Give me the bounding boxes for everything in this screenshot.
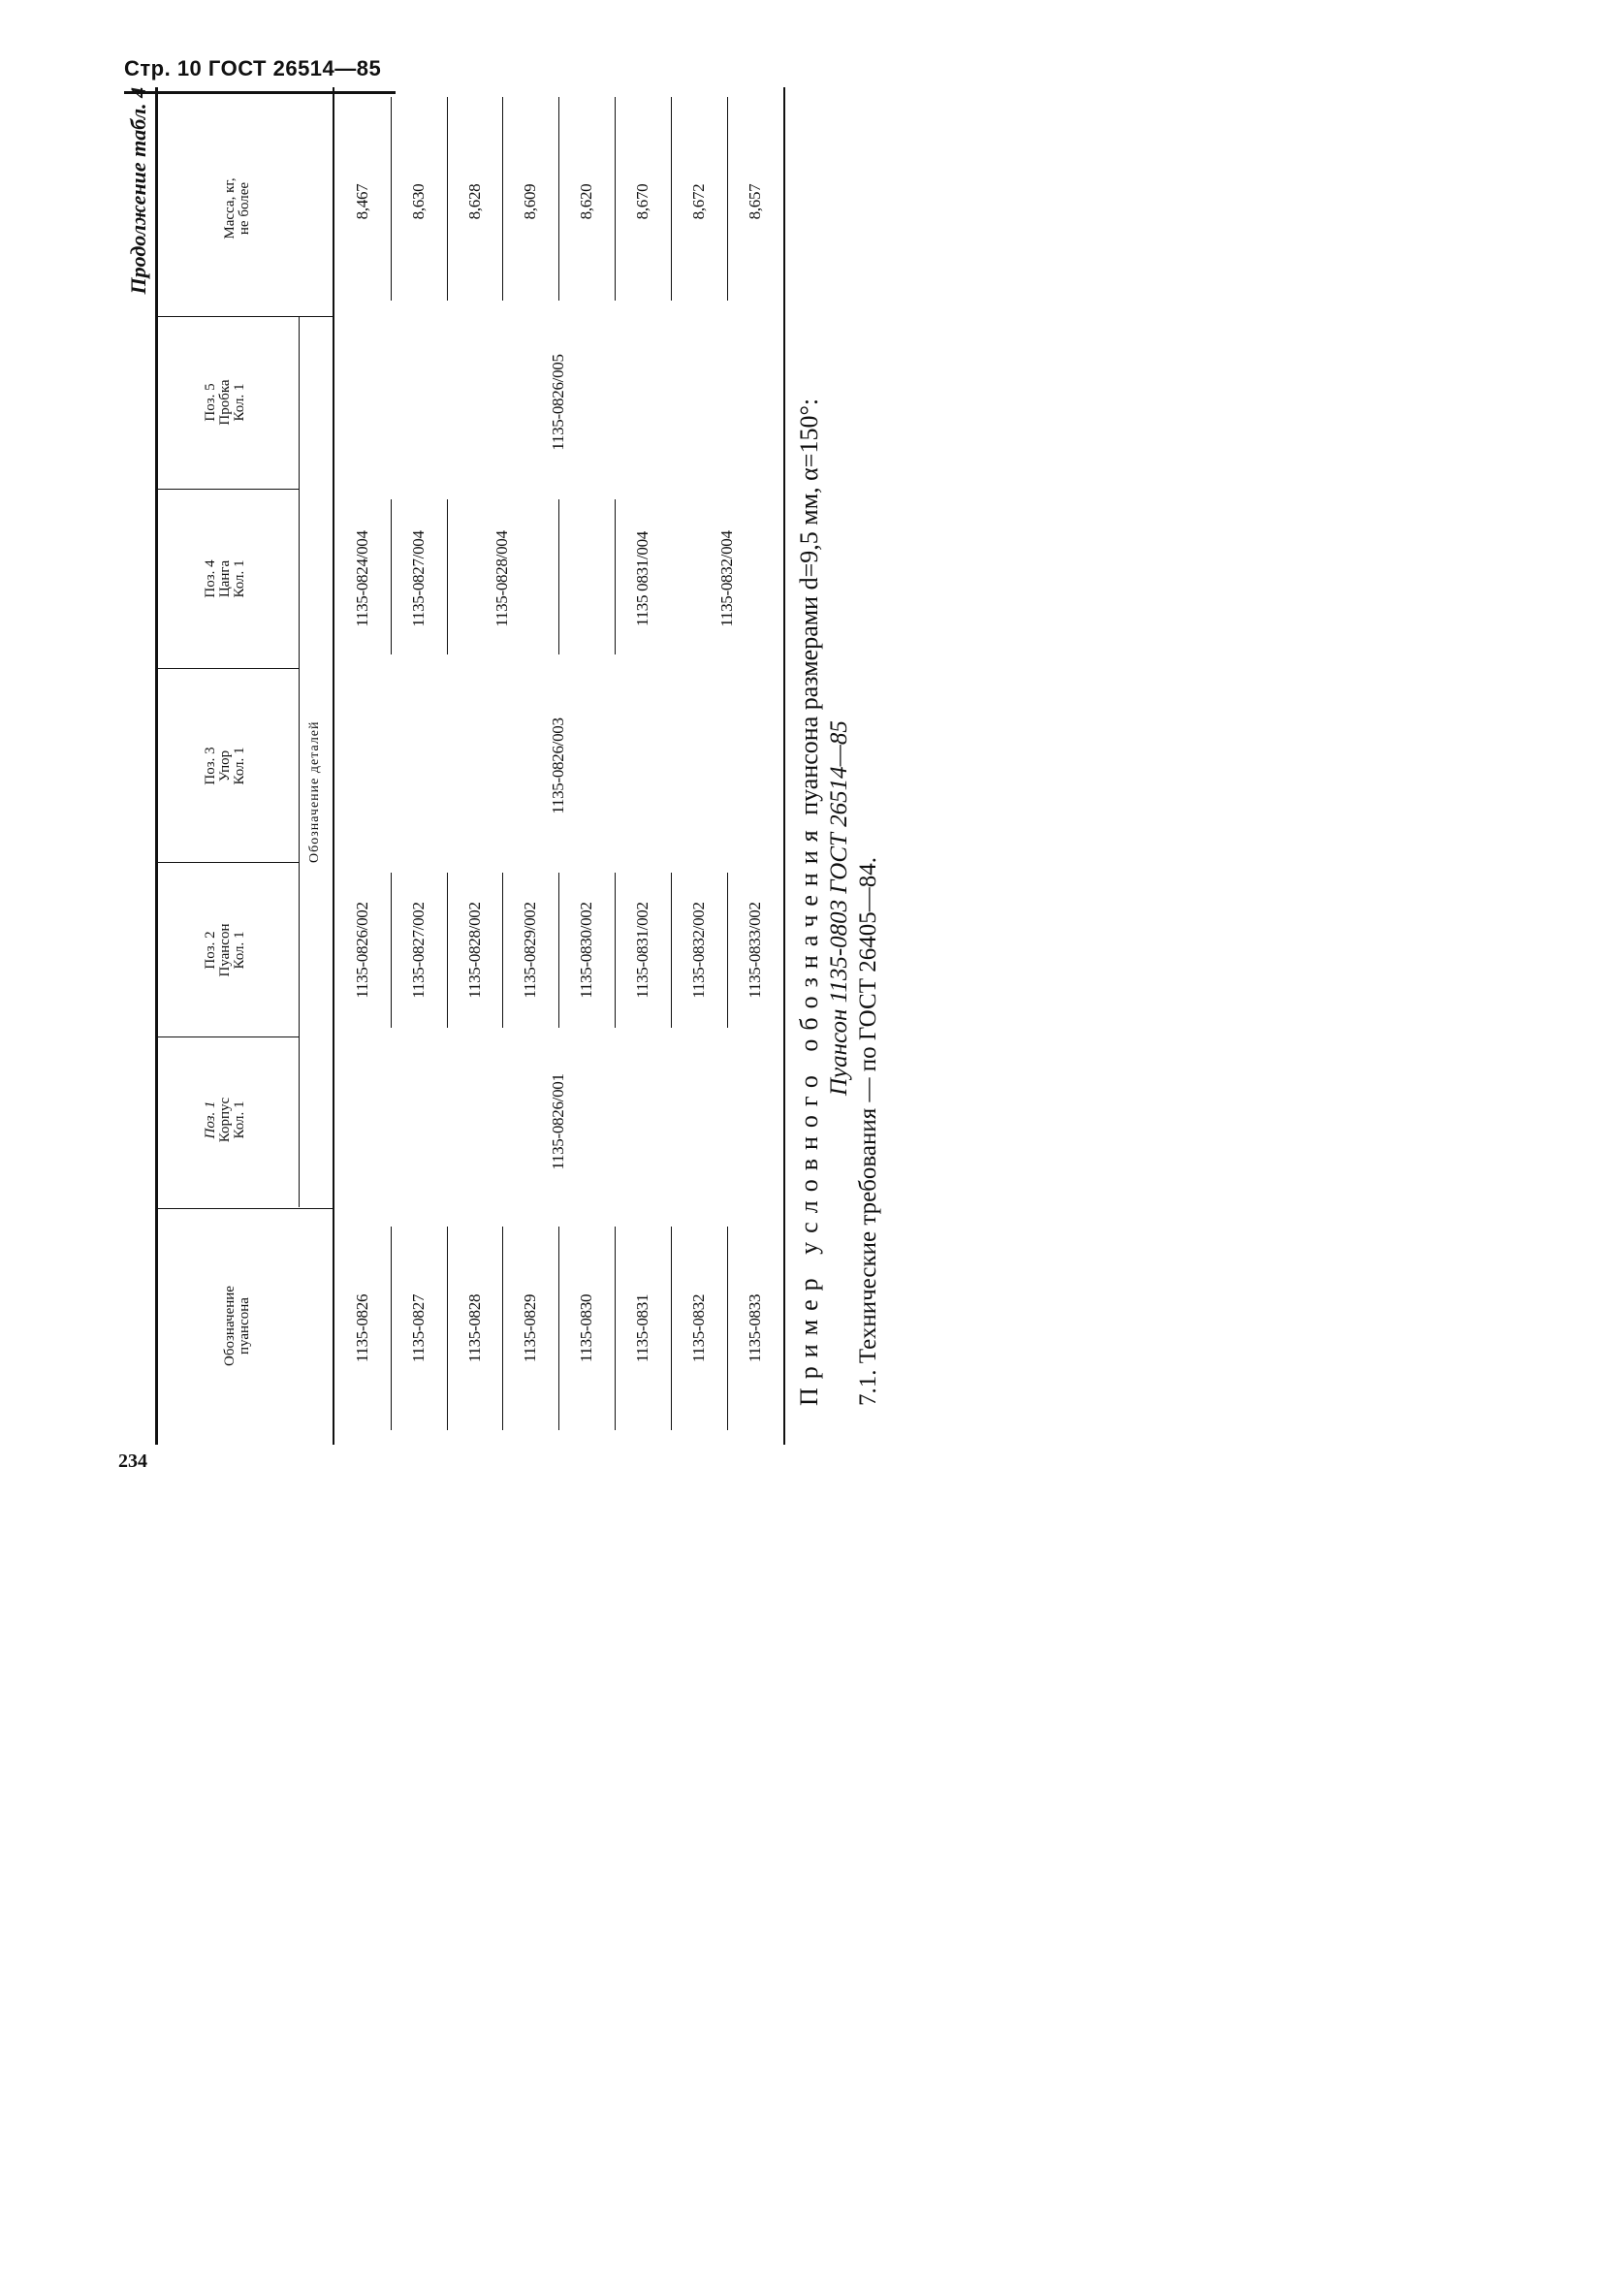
row-separator bbox=[558, 97, 559, 301]
row-separator bbox=[615, 97, 616, 301]
header-pos3 bbox=[204, 713, 247, 819]
cell-pos2: 1135-0832/002 bbox=[688, 902, 708, 999]
header-col-sep bbox=[155, 1208, 333, 1209]
row-separator bbox=[671, 873, 672, 1028]
header-pos4 bbox=[204, 526, 247, 632]
header-line: Пробка bbox=[217, 379, 233, 426]
header-line: Обозначение bbox=[222, 1286, 238, 1366]
cell-pos4: 1135-0827/004 bbox=[408, 530, 428, 627]
technical-requirements: 7.1. Технические требования — по ГОСТ 26405—84. bbox=[855, 857, 881, 1406]
header-line: Поз. 4 bbox=[203, 559, 218, 598]
row-separator bbox=[502, 873, 503, 1028]
table-top-rule bbox=[155, 87, 158, 1445]
cell-pos2: 1135-0826/002 bbox=[352, 902, 371, 999]
header-col-sep bbox=[155, 668, 299, 669]
header-line: Поз. 3 bbox=[203, 747, 218, 785]
header-bottom-rule bbox=[333, 87, 334, 1445]
cell-punch: 1135-0828 bbox=[464, 1293, 484, 1363]
header-line: Цанга bbox=[217, 559, 233, 598]
cell-mass: 8,670 bbox=[632, 183, 651, 220]
row-separator bbox=[727, 1227, 728, 1430]
cell-pos2: 1135-0829/002 bbox=[521, 902, 540, 999]
cell-mass: 8,620 bbox=[577, 183, 596, 220]
cell-punch: 1135-0833 bbox=[745, 1293, 764, 1363]
cell-pos3-merged: 1135-0826/003 bbox=[549, 718, 568, 814]
row-separator bbox=[447, 499, 448, 654]
cell-pos2: 1135-0833/002 bbox=[745, 902, 764, 999]
row-separator bbox=[391, 97, 392, 301]
cell-mass: 8,630 bbox=[408, 183, 428, 220]
cell-pos2: 1135-0827/002 bbox=[408, 902, 428, 999]
header-line: Поз. 2 bbox=[203, 931, 218, 970]
row-separator bbox=[391, 873, 392, 1028]
cell-pos1-merged: 1135-0826/001 bbox=[549, 1073, 568, 1170]
row-separator bbox=[558, 499, 559, 654]
row-separator bbox=[671, 1227, 672, 1430]
cell-mass: 8,609 bbox=[521, 183, 540, 220]
row-separator bbox=[727, 873, 728, 1028]
cell-mass: 8,628 bbox=[464, 183, 484, 220]
continuation-label: Продолжение табл. 4 bbox=[126, 87, 150, 295]
cell-punch: 1135-0831 bbox=[632, 1293, 651, 1363]
cell-mass: 8,657 bbox=[745, 183, 764, 220]
cell-mass: 8,467 bbox=[352, 183, 371, 220]
row-separator bbox=[615, 873, 616, 1028]
cell-pos4: 1135-0832/004 bbox=[716, 530, 736, 627]
header-pos2 bbox=[204, 897, 247, 1004]
row-separator bbox=[447, 873, 448, 1028]
designation-example bbox=[795, 399, 824, 1406]
header-col-sep bbox=[155, 489, 299, 490]
example-prefix: Пример условного обозначения bbox=[795, 821, 823, 1406]
row-separator bbox=[502, 1227, 503, 1430]
cell-punch: 1135-0827 bbox=[408, 1293, 428, 1363]
cell-pos4: 1135-0824/004 bbox=[352, 530, 371, 627]
example-rest: пуансона размерами d=9,5 мм, α=150°: bbox=[795, 398, 823, 822]
rotated-content bbox=[126, 58, 881, 1445]
header-line: Кол. 1 bbox=[232, 1100, 247, 1139]
row-separator bbox=[671, 97, 672, 301]
header-line: не более bbox=[237, 181, 252, 236]
header-line: Упор bbox=[217, 749, 233, 782]
row-separator bbox=[391, 1227, 392, 1430]
cell-pos2: 1135-0828/002 bbox=[464, 902, 484, 999]
cell-punch: 1135-0832 bbox=[688, 1293, 708, 1363]
header-col-sep bbox=[155, 316, 333, 317]
header-col-sep bbox=[155, 1036, 299, 1037]
header-mass bbox=[223, 131, 252, 286]
header-punch bbox=[223, 1265, 252, 1387]
row-separator bbox=[727, 97, 728, 301]
row-separator bbox=[447, 1227, 448, 1430]
header-line: Масса, кг, bbox=[222, 177, 238, 239]
header-line: Пуансон bbox=[217, 923, 233, 977]
parts-table bbox=[155, 87, 783, 1445]
span-header-label: Обозначение деталей bbox=[307, 720, 322, 863]
header-line: Поз. 5 bbox=[203, 383, 218, 422]
row-separator bbox=[615, 499, 616, 654]
table-bottom-rule bbox=[783, 87, 785, 1445]
header-line: пуансона bbox=[237, 1297, 252, 1355]
row-separator bbox=[558, 873, 559, 1028]
header-line: Корпус bbox=[217, 1097, 233, 1143]
cell-pos4: 1135-0828/004 bbox=[492, 530, 512, 627]
row-separator bbox=[391, 499, 392, 654]
cell-pos2: 1135-0831/002 bbox=[632, 902, 651, 999]
header-pos5 bbox=[204, 349, 247, 456]
header-line: Кол. 1 bbox=[232, 559, 247, 598]
header-line: Кол. 1 bbox=[232, 931, 247, 970]
page-header: Стр. 10 ГОСТ 26514—85 bbox=[124, 56, 382, 80]
cell-punch: 1135-0826 bbox=[352, 1293, 371, 1363]
row-separator bbox=[615, 1227, 616, 1430]
header-col-sep bbox=[155, 862, 299, 863]
cell-pos5-merged: 1135-0826/005 bbox=[549, 354, 568, 451]
cell-pos2: 1135-0830/002 bbox=[577, 902, 596, 999]
row-separator bbox=[502, 97, 503, 301]
header-line: Кол. 1 bbox=[232, 383, 247, 422]
header-line: Кол. 1 bbox=[232, 747, 247, 785]
page-number: 234 bbox=[118, 1451, 147, 1472]
cell-punch: 1135-0829 bbox=[521, 1293, 540, 1363]
header-pos1 bbox=[204, 1067, 247, 1173]
row-separator bbox=[447, 97, 448, 301]
row-separator bbox=[558, 1227, 559, 1430]
header-line: Поз. 1 bbox=[203, 1100, 218, 1139]
cell-pos4: 1135 0831/004 bbox=[632, 531, 651, 626]
cell-punch: 1135-0830 bbox=[577, 1293, 596, 1363]
cell-mass: 8,672 bbox=[688, 183, 708, 220]
span-header-rule bbox=[299, 317, 300, 1207]
example-code: Пуансон 1135-0803 ГОСТ 26514—85 bbox=[826, 720, 852, 1096]
